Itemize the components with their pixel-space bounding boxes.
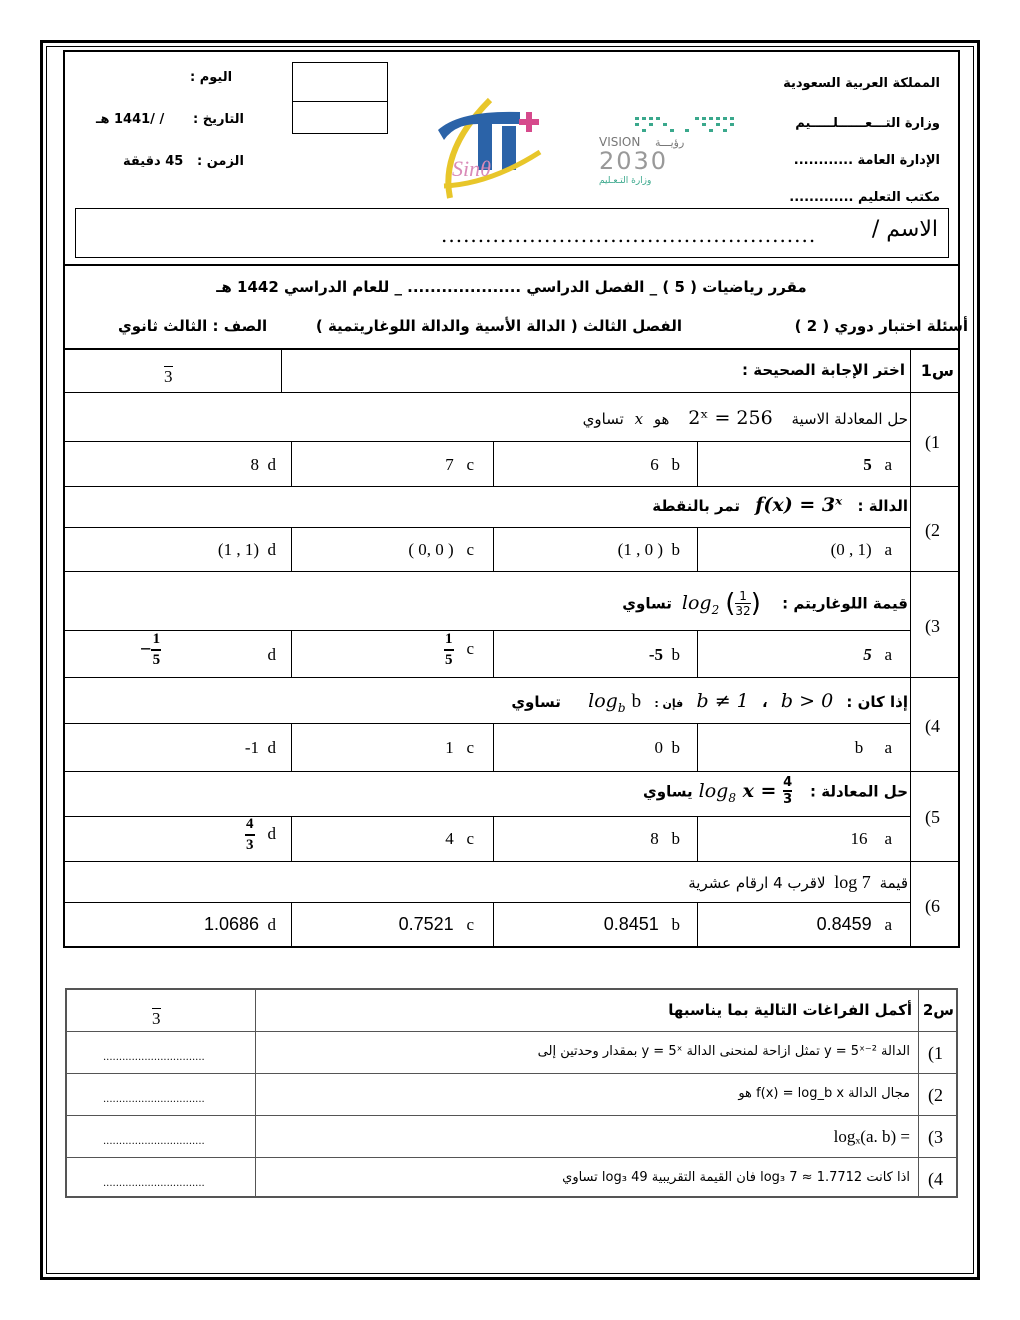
question-number: (5	[925, 807, 940, 827]
answer-blank[interactable]: ................................	[103, 1094, 205, 1105]
admin-label: الإدارة العامة ............	[793, 153, 940, 168]
option-c[interactable]: $\frac{1}{5}$ c	[444, 631, 474, 668]
option-c[interactable]: 4 c	[445, 829, 474, 848]
answer-blank[interactable]: ................................	[103, 1052, 205, 1063]
office-label: مكتب التعليم .............	[789, 190, 940, 205]
section2-score: 3	[152, 1009, 161, 1028]
svg-text:رؤيـــة: رؤيـــة	[655, 136, 685, 149]
question-text: قيمة اللوغاريتم : $\log_2$ ( $\frac{1}{32}$ ) تساوي	[622, 588, 908, 618]
item-text: اذا كانت log₃ 7 ≈ 1.7712 فان القيمة التقريبية log₃ 49 تساوي	[562, 1170, 910, 1185]
row-line	[64, 527, 910, 528]
country-label: المملكة العربية السعودية	[783, 76, 940, 91]
section1-score: 3	[164, 367, 173, 386]
option-b[interactable]: 8 b	[650, 829, 680, 848]
grade-label: الصف : الثالث ثانوي	[118, 317, 268, 335]
option-d-value: − $\frac{1}{5}$	[140, 631, 161, 668]
row-line	[64, 441, 910, 442]
option-a[interactable]: (0 , 1) a	[830, 540, 892, 559]
name-dots: ...................................................	[441, 223, 817, 247]
option-divider	[493, 630, 494, 678]
svg-text:2030: 2030	[599, 147, 669, 175]
row-line	[66, 1073, 957, 1074]
question-number: (4	[925, 716, 940, 736]
row-line	[64, 571, 959, 572]
item-text: الدالة y = 5ˣ⁻² تمثل ازاحة لمنحنى الدالة y = 5ˣ بمقدار وحدتين إلى	[537, 1044, 910, 1059]
date-value: / /1441 هـ	[96, 112, 165, 127]
option-b[interactable]: (1 , 0 ) b	[617, 540, 680, 559]
ministry-label: وزارة التـــعــــــلـــــيم	[795, 116, 940, 131]
option-d[interactable]: -1 d	[244, 738, 276, 757]
svg-text:VISION: VISION	[599, 135, 641, 149]
row-line	[64, 861, 959, 862]
option-a[interactable]: b a	[854, 738, 892, 757]
option-c[interactable]: 0.7521 c	[398, 914, 474, 934]
option-d[interactable]: 1.0686 d	[203, 914, 276, 934]
score-column-line	[281, 349, 282, 393]
question-number: (2	[925, 520, 940, 540]
answer-blank[interactable]: ................................	[103, 1136, 205, 1147]
item-number: (4	[928, 1169, 943, 1189]
option-divider	[697, 527, 698, 572]
option-b[interactable]: 6 b	[650, 455, 680, 474]
question-text: حل المعادلة الاسية 2ˣ = 256 هو x تساوي	[582, 407, 908, 429]
row-line	[64, 816, 910, 817]
option-divider	[697, 630, 698, 678]
row-line	[66, 1157, 957, 1158]
option-b[interactable]: 0.8451 b	[603, 914, 680, 934]
grade-box-divider	[293, 101, 387, 102]
date-label: التاريخ :	[193, 112, 244, 127]
item-number: (2	[928, 1085, 943, 1105]
item-number: (1	[928, 1043, 943, 1063]
num-column-line	[918, 989, 919, 1197]
question-text: قيمة log 7 لاقرب 4 ارقام عشرية	[688, 872, 908, 892]
student-name-field[interactable]	[75, 208, 949, 258]
question-text: إذا كان : b > 0 ، b ≠ 1 فإن : $\log_b b$ تساوي	[511, 690, 908, 715]
option-divider	[697, 902, 698, 947]
divider	[63, 348, 960, 350]
day-label: اليوم :	[190, 70, 233, 85]
option-d[interactable]: (1 , 1) d	[217, 540, 276, 559]
option-b[interactable]: -5 b	[648, 645, 680, 664]
option-c[interactable]: 7 c	[445, 455, 474, 474]
option-d[interactable]: 8 d	[250, 455, 276, 474]
question-number: (3	[925, 616, 940, 636]
option-divider	[493, 723, 494, 772]
option-b[interactable]: 0 b	[654, 738, 680, 757]
section2-label: س2	[922, 1001, 954, 1019]
num-column-line	[910, 349, 911, 947]
option-a[interactable]: 5 a	[863, 645, 892, 664]
option-d[interactable]: $\frac{4}{3}$ d	[246, 816, 276, 853]
option-d[interactable]: d	[267, 645, 276, 664]
time-label: الزمن :	[197, 154, 244, 169]
option-divider	[493, 816, 494, 862]
option-a[interactable]: 16 a	[850, 829, 892, 848]
item-text: = logₓ(a. b)	[833, 1127, 910, 1146]
question-text: حل المعادلة : $\log_8 x$ = $\frac{4}{3}$ يساوي	[643, 775, 908, 807]
row-line	[64, 902, 910, 903]
row-line	[64, 723, 910, 724]
answer-blank[interactable]: ................................	[103, 1178, 205, 1189]
option-divider	[291, 630, 292, 678]
vision-2030-logo	[595, 113, 740, 188]
item-number: (3	[928, 1127, 943, 1147]
option-divider	[291, 527, 292, 572]
divider	[63, 264, 960, 266]
option-divider	[697, 816, 698, 862]
sine-logo	[430, 90, 560, 200]
section1-label: س1	[920, 361, 954, 380]
option-divider	[697, 723, 698, 772]
option-divider	[697, 441, 698, 487]
grade-box[interactable]	[292, 62, 388, 134]
option-divider	[493, 527, 494, 572]
name-label: الاسم /	[871, 217, 938, 242]
option-divider	[291, 816, 292, 862]
question-number: (1	[925, 432, 940, 452]
row-line	[64, 392, 959, 393]
question-number: (6	[925, 896, 940, 916]
row-line	[64, 630, 910, 631]
row-line	[64, 486, 959, 487]
row-line	[64, 771, 959, 772]
course-line: مقرر رياضيات ( 5 ) _ الفصل الدراسي .................... _ للعام الدراسي 1442 هـ	[216, 278, 807, 296]
answer-column-line	[255, 989, 256, 1197]
option-divider	[493, 441, 494, 487]
time-value: 45 دقيقة	[123, 154, 184, 169]
row-line	[66, 1115, 957, 1116]
question-text: الدالة : f(x) = 3ˣ تمر بالنقطة	[652, 494, 908, 516]
quiz-label: أسئلة اختبار دوري ( 2 )	[794, 317, 968, 335]
option-a[interactable]: 0.8459 a	[816, 914, 892, 934]
section2-title: أكمل الفراغات التالية بما يناسبها	[668, 1001, 912, 1019]
section1-title: اختر الإجابة الصحيحة :	[742, 361, 905, 379]
svg-text:وزارة التـعـليم: وزارة التـعـليم	[599, 176, 652, 186]
option-c[interactable]: 1 c	[445, 738, 474, 757]
option-divider	[493, 902, 494, 947]
svg-text:Sinθ: Sinθ	[452, 156, 491, 181]
row-line	[66, 1031, 957, 1032]
option-c[interactable]: ( 0, 0 ) c	[408, 540, 474, 559]
option-divider	[291, 902, 292, 947]
option-divider	[291, 441, 292, 487]
option-divider	[291, 723, 292, 772]
row-line	[64, 677, 959, 678]
option-a[interactable]: 5 a	[863, 455, 892, 474]
item-text: مجال الدالة f(x) = log_b x هو	[738, 1086, 910, 1101]
chapter-label: الفصل الثالث ( الدالة الأسية والدالة اللوغاريتمية )	[315, 317, 682, 335]
